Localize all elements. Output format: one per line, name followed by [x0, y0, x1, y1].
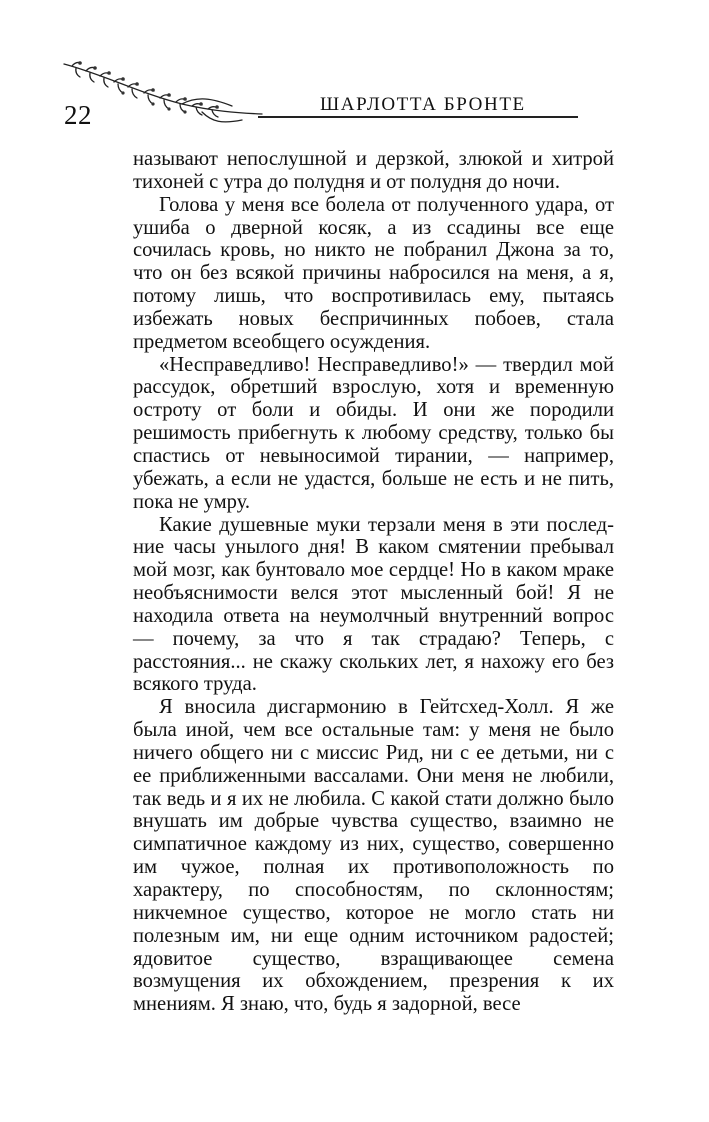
floral-ornament — [62, 60, 267, 132]
paragraph: Я вносила дисгармонию в Гейтсхед-Холл. Я же была иной, чем все остальные там: у меня не было ничего общего ни с миссис Рид, ни с ее детьми, ни с ее приближенными вассалами. Они меня не любили, так ведь и я их не любила. С какой стати должно было внушать им добрые чувства существо, взаимно не симпатичное каждому из них, существо, совершенно им чужое, полная их противоположность по характеру, по способностям, по склонностям; никчемное существо, которое не могло стать ни полезным им, ни еще одним источником радостей; ядовитое существо, взращивающее семена возмущения их обхождением, презрения к их мнениям. Я знаю, что, будь я задорной, весе — [133, 696, 614, 1016]
paragraph: «Несправедливо! Несправедливо!» — твердил мой рассудок, обретший взрослую, хотя и временную остроту от боли и обиды. И они же породили решимость прибегнуть к любому средству, только бы спастись от невыносимой тирании, — например, убежать, а если не удастся, больше не есть и не пить, пока не умру. — [133, 353, 614, 513]
body-text — [133, 148, 614, 1016]
page-number: 22 — [64, 100, 92, 130]
paragraph: Какие душевные муки терзали меня в эти последние часы унылого дня! В каком смятении пребывал мой мозг, как бунтовало мое сердце! Но в каком мраке необъяснимости велся этот мысленный бой! Я не находила ответа на неумолчный внутренний вопрос — почему, за что я так страдаю? Теперь, с расстояния... не скажу скольких лет, я нахожу его без всякого труда. — [133, 513, 614, 696]
header-rule — [258, 116, 578, 118]
running-head: ШАРЛОТТА БРОНТЕ — [320, 94, 526, 115]
paragraph: называют непослушной и дерзкой, злюкой и хитрой тихоней с утра до полудня и от полудня до ночи. — [133, 148, 614, 193]
paragraph: Голова у меня все болела от полученного удара, от ушиба о дверной косяк, а из ссадины все еще сочилась кровь, но никто не побранил Джона за то, что он без всякой причины набросился на меня, а я, потому лишь, что воспротивилась ему, пытаясь избежать новых беспричинных побоев, стала предметом всеобщего осуждения. — [133, 193, 614, 353]
